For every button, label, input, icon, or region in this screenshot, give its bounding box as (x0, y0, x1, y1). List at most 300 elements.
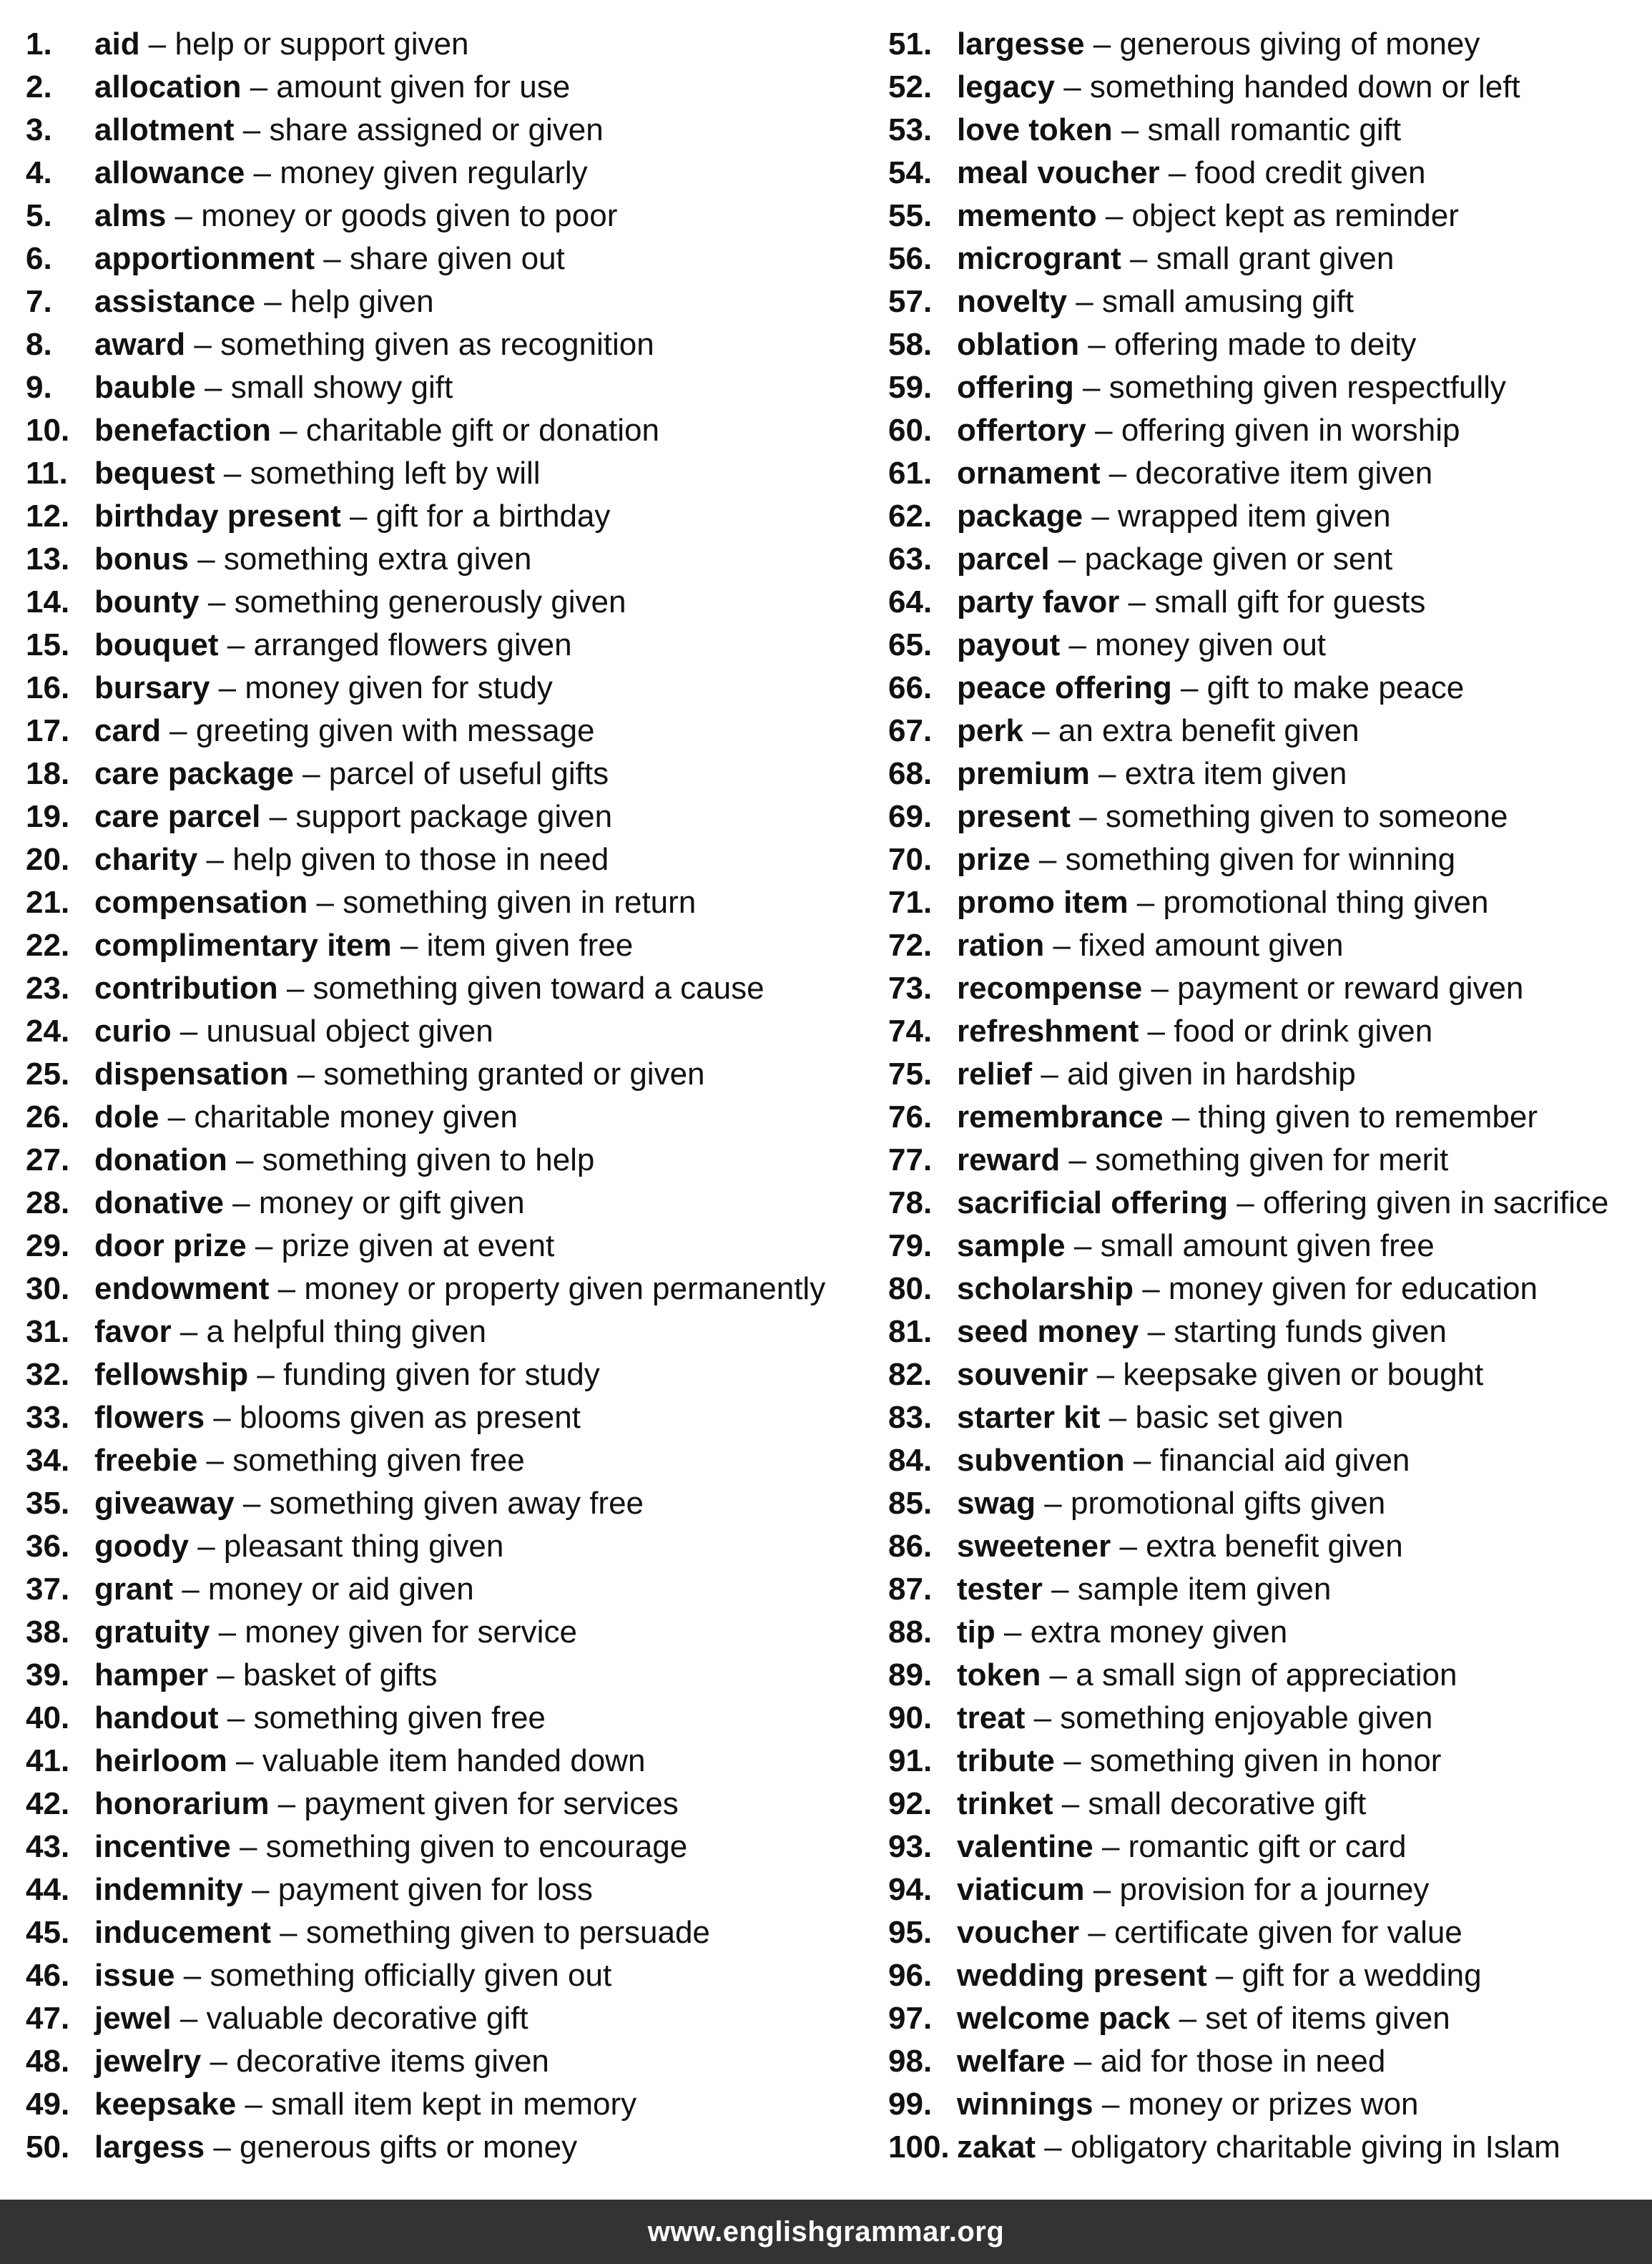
item-definition: small decorative gift (1088, 1786, 1367, 1821)
list-item (26, 838, 877, 881)
list-item (26, 1911, 877, 1954)
item-separator: – (1023, 713, 1058, 748)
list-item (888, 323, 1646, 366)
list-item (26, 881, 877, 924)
item-number: 37. (26, 1572, 70, 1607)
item-word: token (957, 1657, 1041, 1692)
list-item (26, 753, 877, 795)
item-definition: money given regularly (280, 155, 588, 190)
item-word: starter kit (957, 1400, 1101, 1435)
item-number: 58. (888, 327, 933, 362)
item-word: bursary (94, 670, 210, 705)
item-number: 23. (26, 971, 70, 1006)
item-separator: – (1112, 112, 1148, 147)
item-separator: – (1070, 799, 1106, 834)
item-word: charity (94, 842, 198, 877)
item-number: 44. (26, 1872, 70, 1907)
item-number: 16. (26, 670, 70, 705)
item-separator: – (207, 1657, 243, 1692)
item-number: 81. (888, 1314, 933, 1349)
item-separator: – (236, 2087, 272, 2122)
item-number: 85. (888, 1486, 933, 1521)
list-item (888, 1740, 1646, 1783)
item-definition: extra money given (1030, 1614, 1288, 1650)
item-word: jewelry (94, 2044, 202, 2079)
item-definition: thing given to remember (1198, 1099, 1538, 1135)
item-definition: generous giving of money (1119, 26, 1480, 62)
item-separator: – (308, 885, 343, 920)
list-item (888, 366, 1646, 409)
item-word: dole (94, 1099, 159, 1135)
item-number: 42. (26, 1786, 70, 1821)
list-item (888, 1783, 1646, 1826)
list-item (888, 23, 1646, 66)
item-definition: decorative items given (236, 2044, 549, 2079)
item-definition: something given respectfully (1108, 370, 1506, 405)
item-separator: – (201, 2044, 237, 2079)
item-number: 10. (26, 413, 70, 448)
list-item (26, 409, 877, 452)
list-item (26, 237, 877, 280)
item-word: inducement (94, 1915, 271, 1950)
item-number: 92. (888, 1786, 933, 1821)
item-word: benefaction (94, 413, 271, 448)
item-word: zakat (957, 2130, 1036, 2165)
item-word: offering (957, 370, 1074, 405)
item-separator: – (1054, 1743, 1090, 1778)
item-separator: – (199, 584, 235, 619)
item-separator: – (234, 112, 270, 147)
list-item (888, 2083, 1646, 2126)
item-definition: help given (290, 284, 434, 319)
item-separator: – (1079, 1915, 1115, 1950)
item-separator: – (205, 1400, 240, 1435)
item-number: 78. (888, 1185, 933, 1220)
item-definition: payment given for services (304, 1786, 679, 1821)
item-number: 68. (888, 756, 933, 791)
list-item (26, 538, 877, 581)
item-definition: gift for a birthday (375, 499, 611, 534)
item-number: 13. (26, 542, 70, 577)
list-item (888, 195, 1646, 237)
item-word: apportionment (94, 241, 315, 276)
item-separator: – (171, 1314, 207, 1349)
item-word: oblation (957, 327, 1080, 362)
item-separator: – (340, 499, 376, 534)
item-separator: – (1096, 198, 1132, 233)
item-definition: something officially given out (210, 1958, 612, 1993)
item-word: treat (957, 1700, 1026, 1735)
list-item (888, 2126, 1646, 2169)
item-definition: starting funds given (1174, 1314, 1447, 1349)
item-word: alms (94, 198, 167, 233)
item-definition: small amount given free (1100, 1228, 1435, 1263)
item-definition: decorative item given (1135, 456, 1433, 491)
item-definition: package given or sent (1084, 542, 1393, 577)
item-separator: – (241, 69, 277, 104)
item-definition: funding given for study (283, 1357, 600, 1392)
item-separator: – (197, 1443, 233, 1478)
item-definition: object kept as reminder (1131, 198, 1459, 233)
item-separator: – (1142, 971, 1178, 1006)
item-separator: – (1111, 1529, 1146, 1564)
item-number: 26. (26, 1099, 70, 1135)
item-separator: – (223, 1185, 259, 1220)
item-separator: – (174, 1958, 210, 1993)
item-separator: – (1100, 1400, 1136, 1435)
item-separator: – (1088, 1357, 1124, 1392)
item-definition: money given for education (1168, 1271, 1538, 1306)
item-word: microgrant (957, 241, 1121, 276)
item-separator: – (188, 1529, 224, 1564)
item-definition: small item kept in memory (271, 2087, 637, 2122)
list-item (888, 409, 1646, 452)
item-definition: extra item given (1124, 756, 1347, 791)
item-definition: set of items given (1205, 2001, 1450, 2036)
item-number: 66. (888, 670, 933, 705)
item-word: bouquet (94, 627, 219, 662)
item-number: 5. (26, 198, 52, 233)
item-number: 47. (26, 2001, 70, 2036)
item-word: goody (94, 1529, 189, 1564)
item-word: grant (94, 1572, 173, 1607)
list-item (26, 1525, 877, 1568)
list-item (26, 2126, 877, 2169)
item-separator: – (1065, 2044, 1101, 2079)
item-word: tribute (957, 1743, 1055, 1778)
item-word: legacy (957, 69, 1055, 104)
item-number: 34. (26, 1443, 70, 1478)
item-separator: – (215, 456, 250, 491)
item-number: 65. (888, 627, 933, 662)
item-number: 46. (26, 1958, 70, 1993)
list-item (888, 967, 1646, 1010)
list-item (26, 280, 877, 323)
item-separator: – (1171, 670, 1207, 705)
item-word: prize (957, 842, 1031, 877)
item-separator: – (1228, 1185, 1263, 1220)
item-number: 50. (26, 2130, 70, 2165)
item-number: 67. (888, 713, 933, 748)
item-separator: – (270, 1915, 306, 1950)
item-definition: pleasant thing given (223, 1529, 504, 1564)
list-item (888, 1139, 1646, 1182)
item-separator: – (1065, 1228, 1101, 1263)
item-word: viaticum (957, 1872, 1085, 1907)
item-definition: support package given (295, 799, 613, 834)
list-item (888, 1482, 1646, 1525)
item-definition: wrapped item given (1118, 499, 1391, 534)
item-definition: a small sign of appreciation (1076, 1657, 1457, 1692)
item-number: 55. (888, 198, 933, 233)
item-separator: – (1121, 241, 1156, 276)
list-item (888, 2040, 1646, 2083)
item-word: peace offering (957, 670, 1172, 705)
item-separator: – (1159, 155, 1195, 190)
item-word: contribution (94, 971, 278, 1006)
item-separator: – (234, 1486, 270, 1521)
item-separator: – (260, 799, 296, 834)
item-word: remembrance (957, 1099, 1164, 1135)
item-separator: – (171, 2001, 207, 2036)
item-number: 73. (888, 971, 933, 1006)
item-definition: a helpful thing given (206, 1314, 486, 1349)
item-separator: – (210, 1614, 245, 1650)
item-separator: – (218, 1700, 254, 1735)
list-item (26, 710, 877, 753)
list-item (888, 1096, 1646, 1139)
item-number: 25. (26, 1057, 70, 1092)
item-definition: an extra benefit given (1058, 713, 1360, 748)
item-word: bounty (94, 584, 200, 619)
item-definition: certificate given for value (1114, 1915, 1462, 1950)
item-number: 89. (888, 1657, 933, 1692)
item-number: 83. (888, 1400, 933, 1435)
list-item (888, 1525, 1646, 1568)
item-number: 11. (26, 456, 68, 491)
list-item (26, 1010, 877, 1053)
item-word: swag (957, 1486, 1036, 1521)
item-word: door prize (94, 1228, 247, 1263)
footer-bar (0, 2200, 1652, 2264)
item-word: aid (94, 26, 140, 62)
word-list-column-left (26, 23, 877, 2169)
item-definition: something given away free (269, 1486, 644, 1521)
list-item (26, 1053, 877, 1096)
footer-url: www.englishgrammar.org (647, 2215, 1005, 2248)
item-number: 75. (888, 1057, 933, 1092)
item-word: allowance (94, 155, 245, 190)
item-definition: something given to someone (1105, 799, 1508, 834)
item-number: 62. (888, 499, 933, 534)
item-number: 86. (888, 1529, 933, 1564)
list-item (26, 1310, 877, 1353)
item-separator: – (1025, 1700, 1061, 1735)
item-definition: something given for merit (1095, 1142, 1449, 1177)
item-word: sample (957, 1228, 1066, 1263)
item-separator: – (139, 26, 175, 62)
item-number: 29. (26, 1228, 70, 1263)
item-number: 27. (26, 1142, 70, 1177)
item-separator: – (1053, 1786, 1088, 1821)
item-number: 20. (26, 842, 70, 877)
item-definition: something given for winning (1065, 842, 1456, 877)
item-number: 100. (888, 2130, 950, 2165)
item-number: 28. (26, 1185, 70, 1220)
list-item (888, 1396, 1646, 1439)
item-definition: something given free (253, 1700, 546, 1735)
list-item (888, 280, 1646, 323)
item-number: 72. (888, 928, 933, 963)
item-number: 22. (26, 928, 70, 963)
item-word: premium (957, 756, 1090, 791)
list-item (26, 109, 877, 152)
item-word: favor (94, 1314, 172, 1349)
list-item (26, 1353, 877, 1396)
list-item (888, 237, 1646, 280)
item-number: 52. (888, 69, 933, 104)
item-word: fellowship (94, 1357, 249, 1392)
item-separator: – (218, 627, 254, 662)
item-definition: something given toward a cause (313, 971, 764, 1006)
item-separator: – (195, 370, 231, 405)
item-number: 36. (26, 1529, 70, 1564)
item-number: 70. (888, 842, 933, 877)
list-item (26, 366, 877, 409)
list-item (26, 1568, 877, 1611)
item-definition: something given in return (343, 885, 697, 920)
item-word: gratuity (94, 1614, 210, 1650)
item-number: 51. (888, 26, 933, 62)
item-definition: small grant given (1156, 241, 1395, 276)
item-definition: offering given in worship (1121, 413, 1460, 448)
item-word: tester (957, 1572, 1043, 1607)
item-number: 77. (888, 1142, 933, 1177)
item-number: 39. (26, 1657, 70, 1692)
item-number: 71. (888, 885, 933, 920)
item-number: 84. (888, 1443, 933, 1478)
item-separator: – (391, 928, 427, 963)
item-number: 15. (26, 627, 70, 662)
item-word: welfare (957, 2044, 1066, 2079)
item-definition: aid for those in need (1100, 2044, 1386, 2079)
item-definition: money or gift given (258, 1185, 525, 1220)
item-word: allotment (94, 112, 235, 147)
item-word: souvenir (957, 1357, 1088, 1392)
item-definition: promotional thing given (1163, 885, 1489, 920)
list-item (888, 838, 1646, 881)
item-word: recompense (957, 971, 1143, 1006)
list-item (888, 753, 1646, 795)
item-definition: offering given in sacrifice (1262, 1185, 1609, 1220)
item-word: winnings (957, 2087, 1093, 2122)
item-word: relief (957, 1057, 1033, 1092)
item-word: donation (94, 1142, 227, 1177)
item-number: 74. (888, 1014, 933, 1049)
item-definition: something given to persuade (305, 1915, 710, 1950)
item-word: present (957, 799, 1071, 834)
item-number: 76. (888, 1099, 933, 1135)
list-item (888, 624, 1646, 667)
item-word: hamper (94, 1657, 208, 1692)
item-word: issue (94, 1958, 175, 1993)
item-definition: prize given at event (281, 1228, 555, 1263)
list-item (26, 795, 877, 838)
item-number: 38. (26, 1614, 70, 1650)
item-number: 43. (26, 1829, 70, 1864)
list-item (26, 581, 877, 624)
item-separator: – (166, 198, 202, 233)
item-number: 7. (26, 284, 52, 319)
item-separator: – (1133, 1271, 1169, 1306)
item-definition: something extra given (223, 542, 532, 577)
list-item (888, 1611, 1646, 1654)
list-item (888, 1568, 1646, 1611)
item-number: 69. (888, 799, 933, 834)
list-item (888, 452, 1646, 495)
item-definition: unusual object given (206, 1014, 493, 1049)
item-word: freebie (94, 1443, 198, 1478)
item-separator: – (255, 284, 290, 319)
item-separator: – (1093, 2087, 1129, 2122)
item-number: 97. (888, 2001, 933, 2036)
item-separator: – (185, 327, 221, 362)
item-separator: – (270, 413, 306, 448)
item-definition: small gift for guests (1154, 584, 1426, 619)
item-separator: – (995, 1614, 1031, 1650)
item-separator: – (159, 1099, 195, 1135)
item-word: birthday present (94, 499, 341, 534)
item-separator: – (269, 1786, 305, 1821)
item-number: 17. (26, 713, 70, 748)
item-separator: – (160, 713, 196, 748)
item-word: valentine (957, 1829, 1093, 1864)
list-item (26, 1954, 877, 1997)
item-word: love token (957, 112, 1113, 147)
item-number: 48. (26, 2044, 70, 2079)
item-number: 90. (888, 1700, 933, 1735)
list-item (26, 1783, 877, 1826)
item-number: 1. (26, 26, 52, 62)
list-item (26, 1268, 877, 1310)
list-item (888, 1053, 1646, 1096)
list-item (26, 1826, 877, 1868)
item-number: 32. (26, 1357, 70, 1392)
item-number: 79. (888, 1228, 933, 1263)
item-definition: payment given for loss (277, 1872, 593, 1907)
item-separator: – (227, 1743, 262, 1778)
list-item (26, 1697, 877, 1740)
item-definition: money or property given permanently (304, 1271, 826, 1306)
item-word: flowers (94, 1400, 205, 1435)
item-separator: – (1119, 584, 1155, 619)
item-definition: parcel of useful gifts (328, 756, 609, 791)
item-definition: provision for a journey (1119, 1872, 1430, 1907)
item-word: largesse (957, 26, 1085, 62)
item-separator: – (1073, 370, 1109, 405)
item-number: 4. (26, 155, 52, 190)
item-definition: arranged flowers given (253, 627, 572, 662)
item-word: novelty (957, 284, 1068, 319)
item-word: tip (957, 1614, 995, 1650)
item-word: compensation (94, 885, 308, 920)
item-separator: – (1060, 627, 1096, 662)
item-separator: – (1139, 1014, 1174, 1049)
item-separator: – (210, 670, 245, 705)
item-separator: – (1086, 413, 1121, 448)
list-item (888, 1826, 1646, 1868)
item-separator: – (1128, 885, 1164, 920)
item-separator: – (1044, 928, 1080, 963)
item-word: sacrificial offering (957, 1185, 1229, 1220)
item-number: 19. (26, 799, 70, 834)
item-number: 30. (26, 1271, 70, 1306)
item-separator: – (293, 756, 329, 791)
list-item (888, 66, 1646, 109)
list-item (888, 1268, 1646, 1310)
item-separator: – (1079, 327, 1115, 362)
item-number: 18. (26, 756, 70, 791)
item-definition: money or prizes won (1128, 2087, 1419, 2122)
item-separator: – (1032, 1057, 1068, 1092)
item-definition: aid given in hardship (1067, 1057, 1356, 1092)
item-word: perk (957, 713, 1023, 748)
item-word: refreshment (957, 1014, 1139, 1049)
item-definition: small amusing gift (1101, 284, 1354, 319)
item-number: 2. (26, 69, 52, 104)
item-word: welcome pack (957, 2001, 1171, 2036)
item-definition: romantic gift or card (1128, 1829, 1407, 1864)
